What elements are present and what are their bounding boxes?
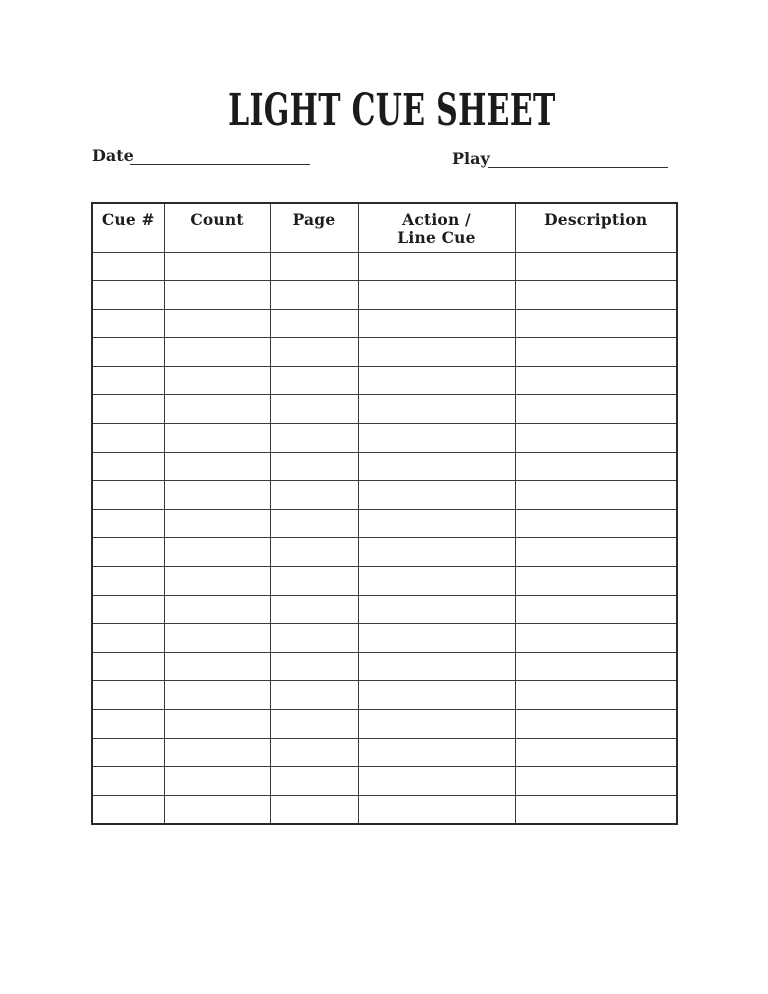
table-row (92, 252, 677, 281)
table-cell-count (164, 281, 270, 310)
date-blank-line (130, 150, 310, 165)
table-cell-page (270, 309, 358, 338)
table-cell-action-line-cue (358, 795, 515, 824)
table-cell-action-line-cue (358, 538, 515, 567)
table-header-row (92, 203, 677, 252)
column-header-page: Page (270, 203, 358, 252)
table-cell-count (164, 624, 270, 653)
table-row (92, 395, 677, 424)
table-cell-count (164, 366, 270, 395)
table-cell-action-line-cue (358, 624, 515, 653)
table-row (92, 624, 677, 653)
table-row (92, 767, 677, 796)
table-cell-page (270, 366, 358, 395)
table-cell-count (164, 795, 270, 824)
table-row (92, 309, 677, 338)
page-title: LIGHT CUE SHEET (228, 85, 556, 136)
table-cell-action-line-cue (358, 595, 515, 624)
table-cell-page (270, 595, 358, 624)
table-cell-cue-number (92, 767, 164, 796)
table-cell-cue-number (92, 481, 164, 510)
table-cell-page (270, 681, 358, 710)
table-row (92, 795, 677, 824)
table-row (92, 366, 677, 395)
table-cell-action-line-cue (358, 424, 515, 453)
table-cell-count (164, 567, 270, 596)
table-cell-count (164, 509, 270, 538)
table-row (92, 452, 677, 481)
table-cell-description (515, 624, 677, 653)
table-cell-page (270, 567, 358, 596)
table-cell-count (164, 538, 270, 567)
table-cell-description (515, 795, 677, 824)
table-cell-description (515, 767, 677, 796)
table-row (92, 481, 677, 510)
table-cell-cue-number (92, 395, 164, 424)
table-cell-description (515, 538, 677, 567)
table-cell-page (270, 452, 358, 481)
table-cell-cue-number (92, 309, 164, 338)
table-cell-page (270, 538, 358, 567)
date-label: Date (92, 146, 134, 165)
table-cell-count (164, 738, 270, 767)
title-wrap (8, 85, 768, 136)
table-cell-description (515, 481, 677, 510)
table-cell-count (164, 595, 270, 624)
table-cell-count (164, 681, 270, 710)
table-cell-page (270, 652, 358, 681)
table-cell-page (270, 738, 358, 767)
table-row (92, 338, 677, 367)
column-header-count: Count (164, 203, 270, 252)
table-cell-action-line-cue (358, 252, 515, 281)
table-cell-action-line-cue (358, 767, 515, 796)
table-row (92, 652, 677, 681)
table-cell-page (270, 795, 358, 824)
table-cell-description (515, 424, 677, 453)
table-cell-description (515, 509, 677, 538)
table-cell-description (515, 338, 677, 367)
table-cell-page (270, 252, 358, 281)
table-cell-cue-number (92, 366, 164, 395)
table-cell-description (515, 595, 677, 624)
table-row (92, 595, 677, 624)
table-cell-description (515, 567, 677, 596)
column-header-cue-number: Cue # (92, 203, 164, 252)
table-cell-page (270, 281, 358, 310)
table-cell-action-line-cue (358, 710, 515, 739)
table-cell-page (270, 338, 358, 367)
table-cell-action-line-cue (358, 338, 515, 367)
table-cell-cue-number (92, 424, 164, 453)
table-cell-page (270, 624, 358, 653)
table-row (92, 567, 677, 596)
table-cell-cue-number (92, 710, 164, 739)
table-cell-count (164, 481, 270, 510)
table-cell-description (515, 281, 677, 310)
play-label: Play (452, 149, 490, 168)
table-cell-cue-number (92, 338, 164, 367)
table-cell-cue-number (92, 252, 164, 281)
table-cell-action-line-cue (358, 481, 515, 510)
table-cell-action-line-cue (358, 395, 515, 424)
table-cell-description (515, 395, 677, 424)
table-row (92, 710, 677, 739)
table-cell-count (164, 767, 270, 796)
table-cell-action-line-cue (358, 567, 515, 596)
column-header-description: Description (515, 203, 677, 252)
table-cell-page (270, 424, 358, 453)
table-cell-action-line-cue (358, 309, 515, 338)
table-cell-action-line-cue (358, 652, 515, 681)
table-cell-count (164, 309, 270, 338)
table-cell-description (515, 366, 677, 395)
table-row (92, 281, 677, 310)
table-cell-cue-number (92, 795, 164, 824)
table-cell-description (515, 252, 677, 281)
table-cell-count (164, 710, 270, 739)
table-cell-action-line-cue (358, 681, 515, 710)
table-cell-action-line-cue (358, 452, 515, 481)
table-cell-cue-number (92, 538, 164, 567)
table-row (92, 538, 677, 567)
table-cell-action-line-cue (358, 281, 515, 310)
table-cell-count (164, 252, 270, 281)
table-row (92, 681, 677, 710)
table-cell-description (515, 452, 677, 481)
table-cell-page (270, 767, 358, 796)
column-header-action-line-cue: Action / Line Cue (358, 203, 515, 252)
table-cell-count (164, 452, 270, 481)
table-cell-action-line-cue (358, 366, 515, 395)
table-cell-description (515, 710, 677, 739)
table-cell-count (164, 395, 270, 424)
table-cell-cue-number (92, 681, 164, 710)
table-cell-action-line-cue (358, 738, 515, 767)
table-cell-cue-number (92, 624, 164, 653)
table-cell-description (515, 652, 677, 681)
table-cell-description (515, 738, 677, 767)
table-row (92, 509, 677, 538)
table-cell-count (164, 424, 270, 453)
table-cell-count (164, 338, 270, 367)
table-cell-cue-number (92, 652, 164, 681)
play-blank-line (488, 153, 668, 168)
table-cell-description (515, 681, 677, 710)
table-cell-count (164, 652, 270, 681)
table-cell-page (270, 710, 358, 739)
cue-table-body (92, 252, 677, 824)
table-cell-cue-number (92, 738, 164, 767)
table-cell-cue-number (92, 567, 164, 596)
table-cell-action-line-cue (358, 509, 515, 538)
table-cell-description (515, 309, 677, 338)
table-cell-cue-number (92, 595, 164, 624)
table-row (92, 738, 677, 767)
table-cell-page (270, 481, 358, 510)
light-cue-table (91, 202, 678, 825)
table-cell-page (270, 395, 358, 424)
table-cell-cue-number (92, 281, 164, 310)
table-cell-page (270, 509, 358, 538)
table-cell-cue-number (92, 509, 164, 538)
table-cell-cue-number (92, 452, 164, 481)
table-row (92, 424, 677, 453)
